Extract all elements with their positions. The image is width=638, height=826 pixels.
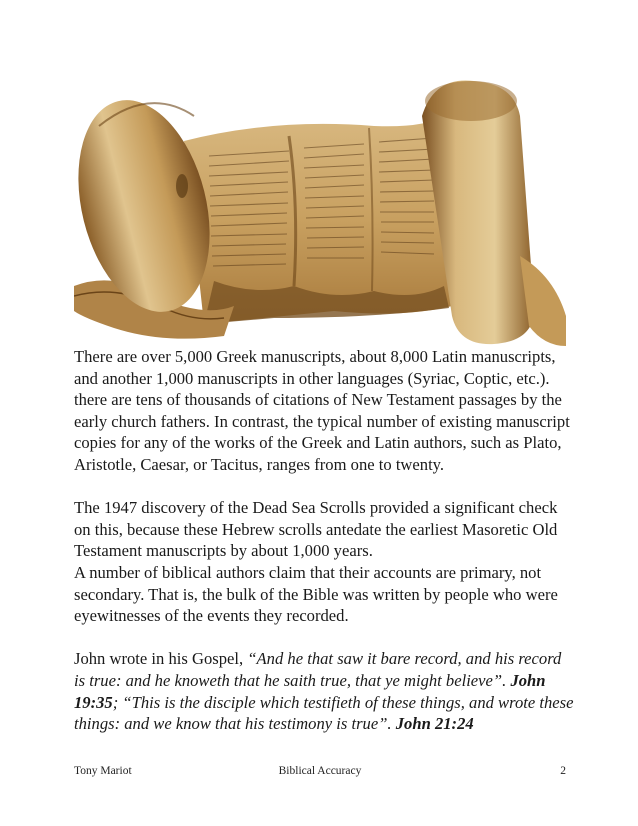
- reference-2: John 21:24: [395, 714, 474, 734]
- footer-title: Biblical Accuracy: [278, 765, 362, 777]
- separator: ;: [112, 692, 119, 712]
- footer-author: Tony Mariot: [74, 765, 132, 777]
- quote-1: “And he that saw it bare record, and his record is true: and he knoweth that he saith true, that ye might believe”.: [74, 649, 562, 690]
- manuscripts-paragraph: There are over 5,000 Greek manuscripts, about 8,000 Latin manuscripts, and another 1,000 manuscripts in other languages (Syriac, Coptic, etc.). there are tens of thousands of citations of New Testament passages by the early church fathers. In contrast, the typical number of existing manuscript copies for any of the works of the Greek and Latin authors, such as Plato, Aristotle, Caesar, or Tacitus, ranges from one to twenty.: [74, 347, 570, 474]
- quote-2: “This is the disciple which testifieth of these things, and wrote these things: and we know that his testimony is true”.: [74, 692, 574, 734]
- eyewitness-paragraph: A number of biblical authors claim that their accounts are primary, not secondary. That is, the bulk of the Bible was written by people who were eyewitnesses of the events they recorded.: [74, 562, 558, 626]
- dead-sea-paragraph: The 1947 discovery of the Dead Sea Scrolls provided a significant check on this, because these Hebrew scrolls antedate the earliest Masoretic Old Testament manuscripts by about 1,000 years.: [74, 498, 558, 561]
- reference-1: John 19:35: [74, 670, 546, 712]
- page-number: 2: [560, 765, 566, 777]
- john-paragraph: [74, 648, 574, 734]
- dead-sea-scroll-image: [74, 56, 566, 346]
- john-intro: John wrote in his Gospel,: [74, 649, 248, 669]
- main-text: [74, 346, 574, 735]
- page-footer: [74, 765, 566, 781]
